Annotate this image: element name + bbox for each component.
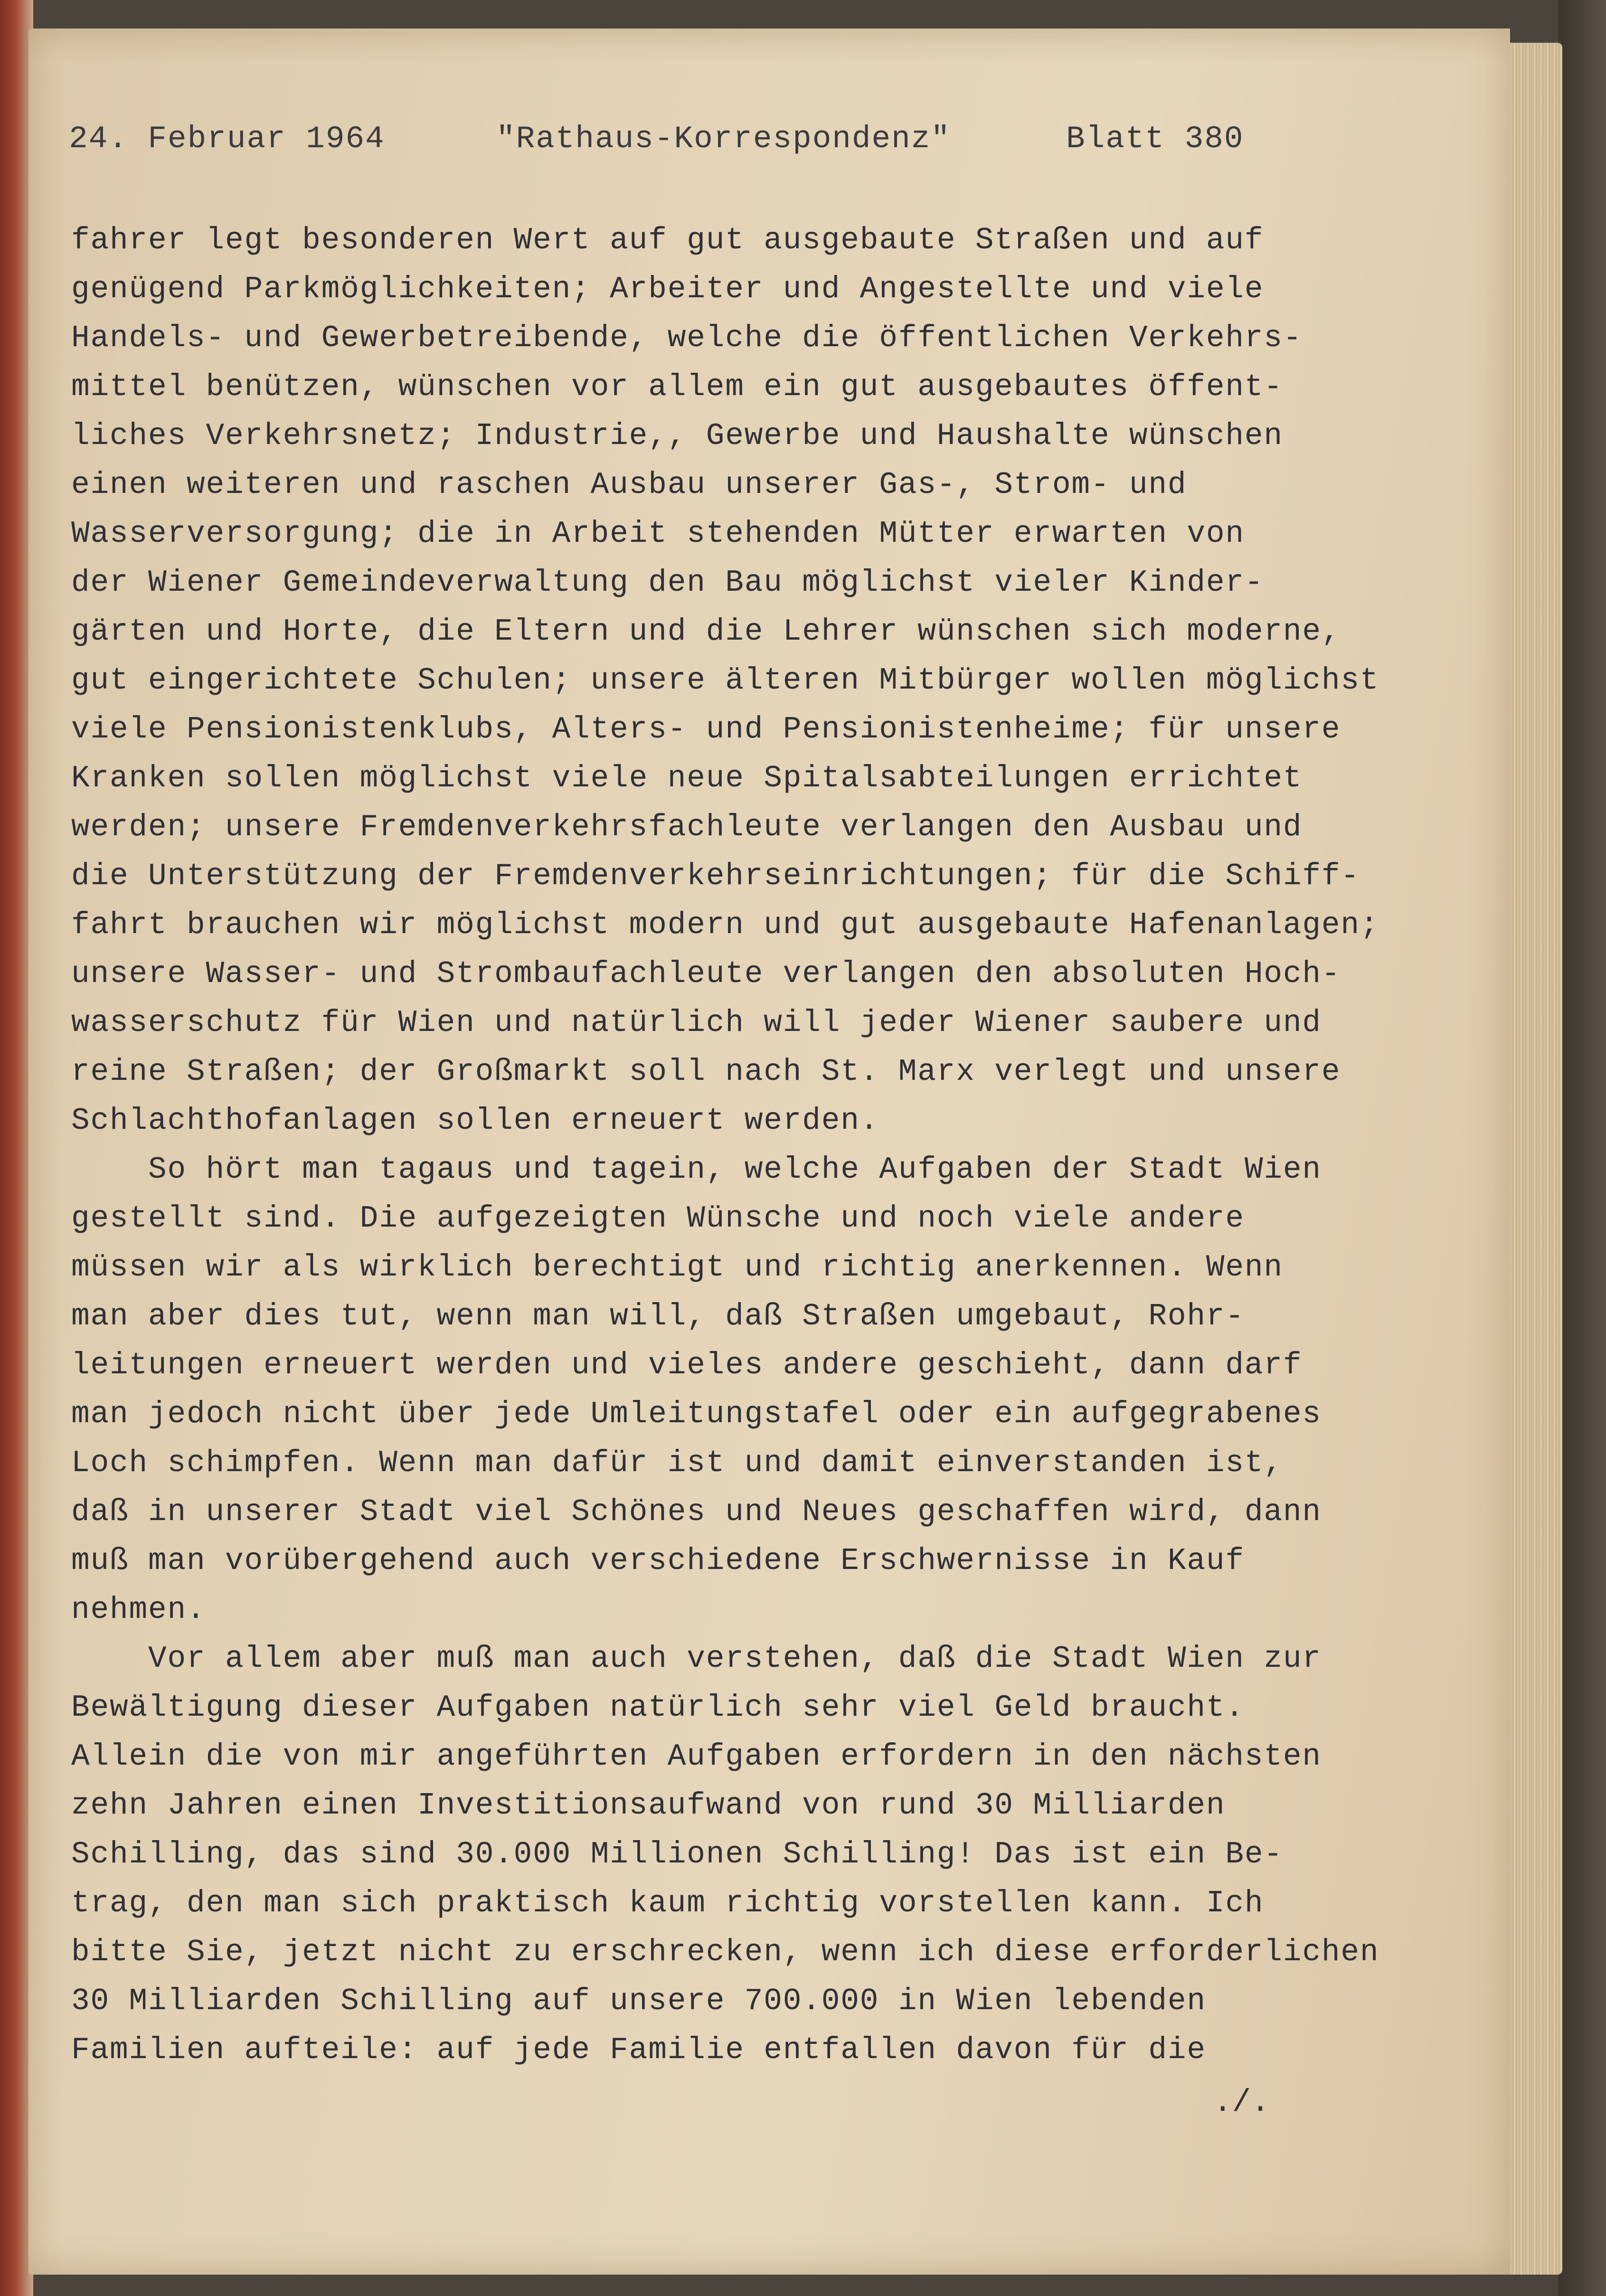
text-line: man jedoch nicht über jede Umleitungstafel oder ein aufgegrabenes xyxy=(71,1397,1322,1432)
text-line: wasserschutz für Wien und natürlich will jeder Wiener saubere und xyxy=(71,1006,1322,1040)
header-page-number: Blatt 380 xyxy=(1066,121,1244,157)
continuation-mark: ./. xyxy=(1213,2085,1270,2120)
text-line: leitungen erneuert werden und vieles andere geschieht, dann darf xyxy=(71,1348,1303,1383)
text-line: trag, den man sich praktisch kaum richtig vorstellen kann. Ich xyxy=(71,1886,1264,1921)
text-line: Schlachthofanlagen sollen erneuert werden. xyxy=(71,1104,879,1138)
text-line: Familien aufteile: auf jede Familie entfallen davon für die xyxy=(71,2033,1206,2068)
text-line: muß man vorübergehend auch verschiedene Erschwernisse in Kauf xyxy=(71,1544,1245,1578)
text-line: müssen wir als wirklich berechtigt und richtig anerkennen. Wenn xyxy=(71,1250,1283,1285)
text-line: gut eingerichtete Schulen; unsere älteren Mitbürger wollen möglichst xyxy=(71,663,1379,698)
page-stack-edge xyxy=(1510,43,1562,2275)
text-line: daß in unserer Stadt viel Schönes und Neues geschaffen wird, dann xyxy=(71,1495,1322,1530)
text-line: unsere Wasser- und Strombaufachleute verlangen den absoluten Hoch- xyxy=(71,957,1341,992)
header-title: "Rathaus-Korrespondenz" xyxy=(496,121,951,157)
text-line: einen weiteren und raschen Ausbau unserer Gas-, Strom- und xyxy=(71,468,1187,502)
text-line: Wasserversorgung; die in Arbeit stehenden Mütter erwarten von xyxy=(71,517,1245,551)
header-date: 24. Februar 1964 xyxy=(69,121,385,157)
text-line: Allein die von mir angeführten Aufgaben erfordern in den nächsten xyxy=(71,1739,1322,1774)
text-line: fahrer legt besonderen Wert auf gut ausgebaute Straßen und auf xyxy=(71,223,1264,258)
text-line: Bewältigung dieser Aufgaben natürlich sehr viel Geld braucht. xyxy=(71,1691,1245,1725)
text-line: mittel benützen, wünschen vor allem ein gut ausgebautes öffent- xyxy=(71,370,1283,405)
text-line: genügend Parkmöglichkeiten; Arbeiter und Angestellte und viele xyxy=(71,272,1264,307)
page-header xyxy=(69,121,1351,173)
text-line: viele Pensionistenklubs, Alters- und Pensionistenheime; für unsere xyxy=(71,712,1341,747)
text-line: Schilling, das sind 30.000 Millionen Schilling! Das ist ein Be- xyxy=(71,1837,1283,1872)
body-text xyxy=(71,216,1448,2075)
text-line: liches Verkehrsnetz; Industrie,, Gewerbe und Haushalte wünschen xyxy=(71,419,1283,454)
text-line: Handels- und Gewerbetreibende, welche die öffentlichen Verkehrs- xyxy=(71,321,1303,356)
text-line: Vor allem aber muß man auch verstehen, daß die Stadt Wien zur xyxy=(71,1642,1322,1676)
text-line: reine Straßen; der Großmarkt soll nach St. Marx verlegt und unsere xyxy=(71,1055,1341,1089)
text-line: fahrt brauchen wir möglichst modern und gut ausgebaute Hafenanlagen; xyxy=(71,908,1379,943)
text-line: zehn Jahren einen Investitionsaufwand von rund 30 Milliarden xyxy=(71,1788,1226,1823)
text-line: man aber dies tut, wenn man will, daß Straßen umgebaut, Rohr- xyxy=(71,1299,1245,1334)
text-line: werden; unsere Fremdenverkehrsfachleute verlangen den Ausbau und xyxy=(71,810,1303,845)
text-line: Loch schimpfen. Wenn man dafür ist und damit einverstanden ist, xyxy=(71,1446,1283,1481)
text-line: gärten und Horte, die Eltern und die Lehrer wünschen sich moderne, xyxy=(71,614,1341,649)
text-line: 30 Milliarden Schilling auf unsere 700.000 in Wien lebenden xyxy=(71,1984,1206,2019)
text-line: So hört man tagaus und tagein, welche Aufgaben der Stadt Wien xyxy=(71,1153,1322,1187)
text-line: der Wiener Gemeindeverwaltung den Bau möglichst vieler Kinder- xyxy=(71,566,1264,600)
text-line: gestellt sind. Die aufgezeigten Wünsche und noch viele andere xyxy=(71,1201,1245,1236)
text-line: die Unterstützung der Fremdenverkehrseinrichtungen; für die Schiff- xyxy=(71,859,1360,894)
text-line: bitte Sie, jetzt nicht zu erschrecken, wenn ich diese erforderlichen xyxy=(71,1935,1379,1970)
text-line: Kranken sollen möglichst viele neue Spitalsabteilungen errichtet xyxy=(71,761,1303,796)
text-line: nehmen. xyxy=(71,1593,206,1627)
background-right xyxy=(1559,0,1606,2296)
